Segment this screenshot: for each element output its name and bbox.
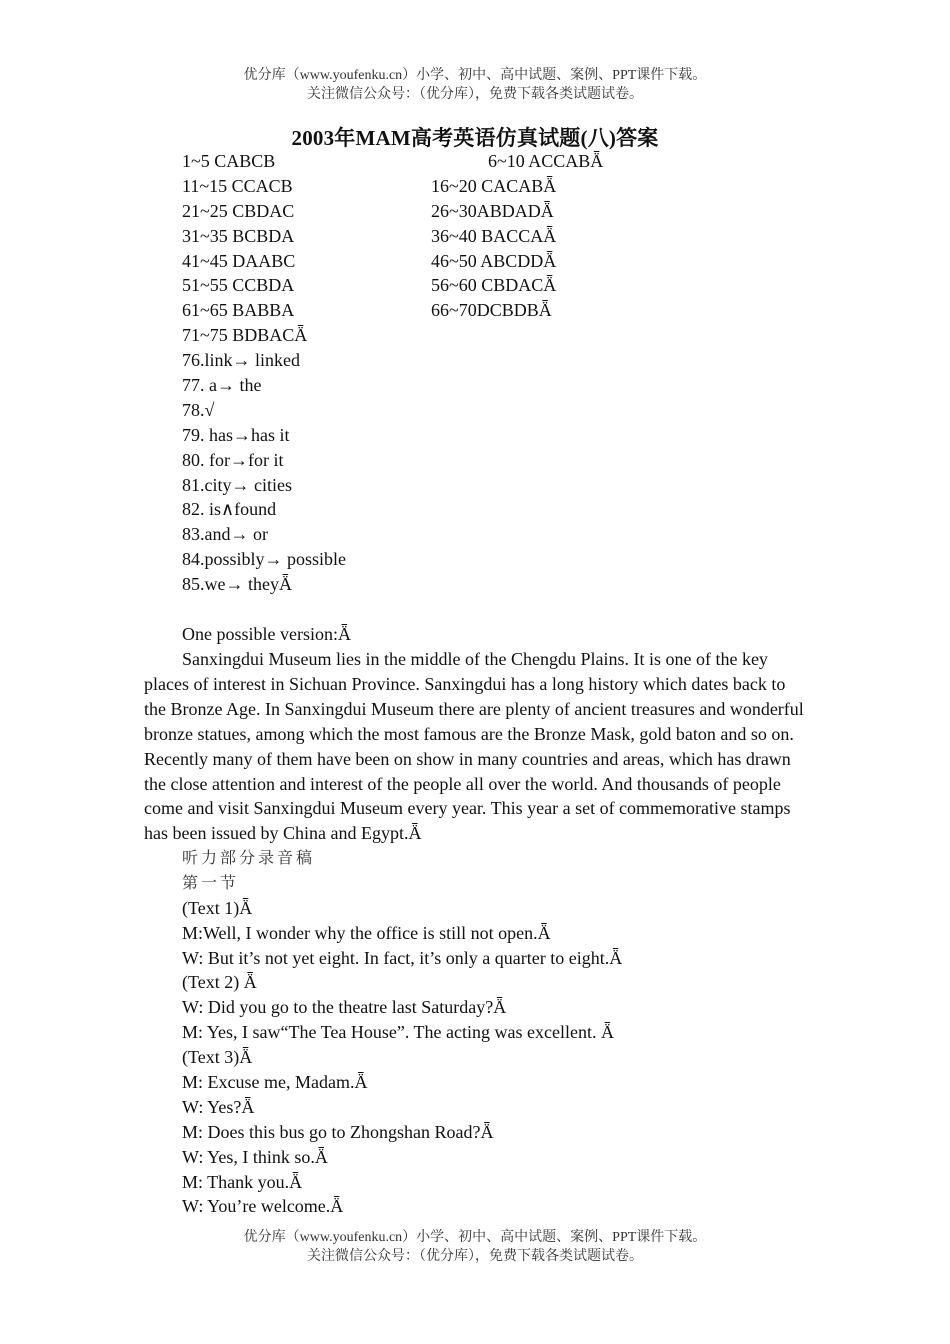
footer-line-2: 关注微信公众号：（优分库），免费下载各类试题试卷。 [307, 1249, 643, 1264]
version-label: One possible version:Ǟ [182, 623, 351, 644]
transcript-line: M: Does this bus go to Zhongshan Road?Ǟ [182, 1121, 494, 1142]
transcript-line: M: Yes, I saw“The Tea House”. The acting was excellent. Ǟ [182, 1022, 614, 1043]
transcript-section: 第一节 [182, 872, 240, 892]
correction-item: 84.possibly→ possible [182, 549, 347, 570]
correction-item: 79. has→has it [182, 424, 290, 445]
answer-group: 11~15 CCACB [182, 175, 293, 196]
correction-item: 77. a→ the [182, 375, 262, 396]
listening-transcript [182, 846, 622, 1219]
answer-row [182, 298, 552, 323]
correction-item: 85.we→ theyǞ [182, 574, 292, 595]
answer-row [182, 273, 557, 298]
answer-row [182, 174, 557, 199]
correction-item: 82. is∧found [182, 499, 277, 520]
page-footer [0, 1228, 950, 1266]
answer-row [182, 249, 557, 274]
transcript-line: W: Yes, I think so.Ǟ [182, 1146, 328, 1167]
transcript-line: (Text 1)Ǟ [182, 897, 253, 918]
transcript-line: M: Thank you.Ǟ [182, 1171, 303, 1192]
correction-item: 81.city→ cities [182, 474, 292, 495]
answer-key [182, 149, 604, 647]
answer-group: 61~65 BABBA [182, 300, 295, 321]
transcript-line: W: You’re welcome.Ǟ [182, 1196, 344, 1217]
correction-item: 76.link→ linked [182, 350, 300, 371]
answer-group: 41~45 DAABC [182, 250, 296, 271]
transcript-line: W: Did you go to the theatre last Saturday?Ǟ [182, 997, 507, 1018]
transcript-line: (Text 2) Ǟ [182, 972, 257, 993]
transcript-line: W: Yes?Ǟ [182, 1096, 255, 1117]
header-line-1: 优分库（www.youfenku.cn）小学、初中、高中试题、案例、PPT课件下载。 [243, 68, 707, 83]
transcript-line: W: But it’s not yet eight. In fact, it’s only a quarter to eight.Ǟ [182, 947, 623, 968]
answer-row [182, 323, 351, 348]
answer-group: 6~10 ACCABǞ [488, 151, 604, 171]
transcript-line: M: Excuse me, Madam.Ǟ [182, 1072, 368, 1093]
correction-item: 78.√ [182, 399, 215, 420]
answer-group: 71~75 BDBACǞ [182, 325, 308, 346]
page-title: 2003年MAM高考英语仿真试题(八)答案 [291, 126, 659, 150]
answer-group: 31~35 BCBDA [182, 225, 295, 246]
answer-group: 46~50 ABCDDǞ [431, 250, 557, 271]
footer-line-1: 优分库（www.youfenku.cn）小学、初中、高中试题、案例、PPT课件下载。 [243, 1230, 707, 1245]
header-line-2: 关注微信公众号：（优分库），免费下载各类试题试卷。 [307, 87, 643, 102]
answer-group: 16~20 CACABǞ [431, 175, 557, 196]
page-header [0, 66, 950, 104]
correction-item: 80. for→for it [182, 449, 284, 470]
answer-group: 1~5 CABCB [182, 151, 276, 171]
essay-paragraph: Sanxingdui Museum lies in the middle of the Chengdu Plains. It is one of the key places of interest in Sichuan Province. Sanxingdui has a long history which dates back to the Bronze Age. In Sanxingdui Museum there are plenty of ancient treasures and wonderful bronze statues, among which the most famous are the Bronze Mask, gold baton and so on. Recently many of them have been on show in many countries and areas, which has drawn the close attention and interest of the people all over the world. And thousands of people come and visit Sanxingdui Museum every year. This year a set of commemorative stamps has been issued by China and Egypt.Ǟ [144, 649, 804, 844]
answer-group: 66~70DCBDBǞ [431, 300, 552, 321]
transcript-line: (Text 3)Ǟ [182, 1047, 253, 1068]
correction-item: 83.and→ or [182, 524, 268, 545]
answer-group: 56~60 CBDACǞ [431, 275, 557, 296]
answer-group: 36~40 BACCAǞ [431, 225, 557, 246]
answer-row [182, 199, 554, 224]
answer-row [182, 149, 604, 174]
transcript-heading: 听力部分录音稿 [182, 848, 316, 867]
transcript-line: M:Well, I wonder why the office is still not open.Ǟ [182, 922, 551, 943]
answer-row [182, 224, 557, 249]
answer-group: 26~30ABDADǞ [431, 200, 554, 221]
answer-group: 51~55 CCBDA [182, 275, 295, 296]
answer-group: 21~25 CBDAC [182, 200, 295, 221]
